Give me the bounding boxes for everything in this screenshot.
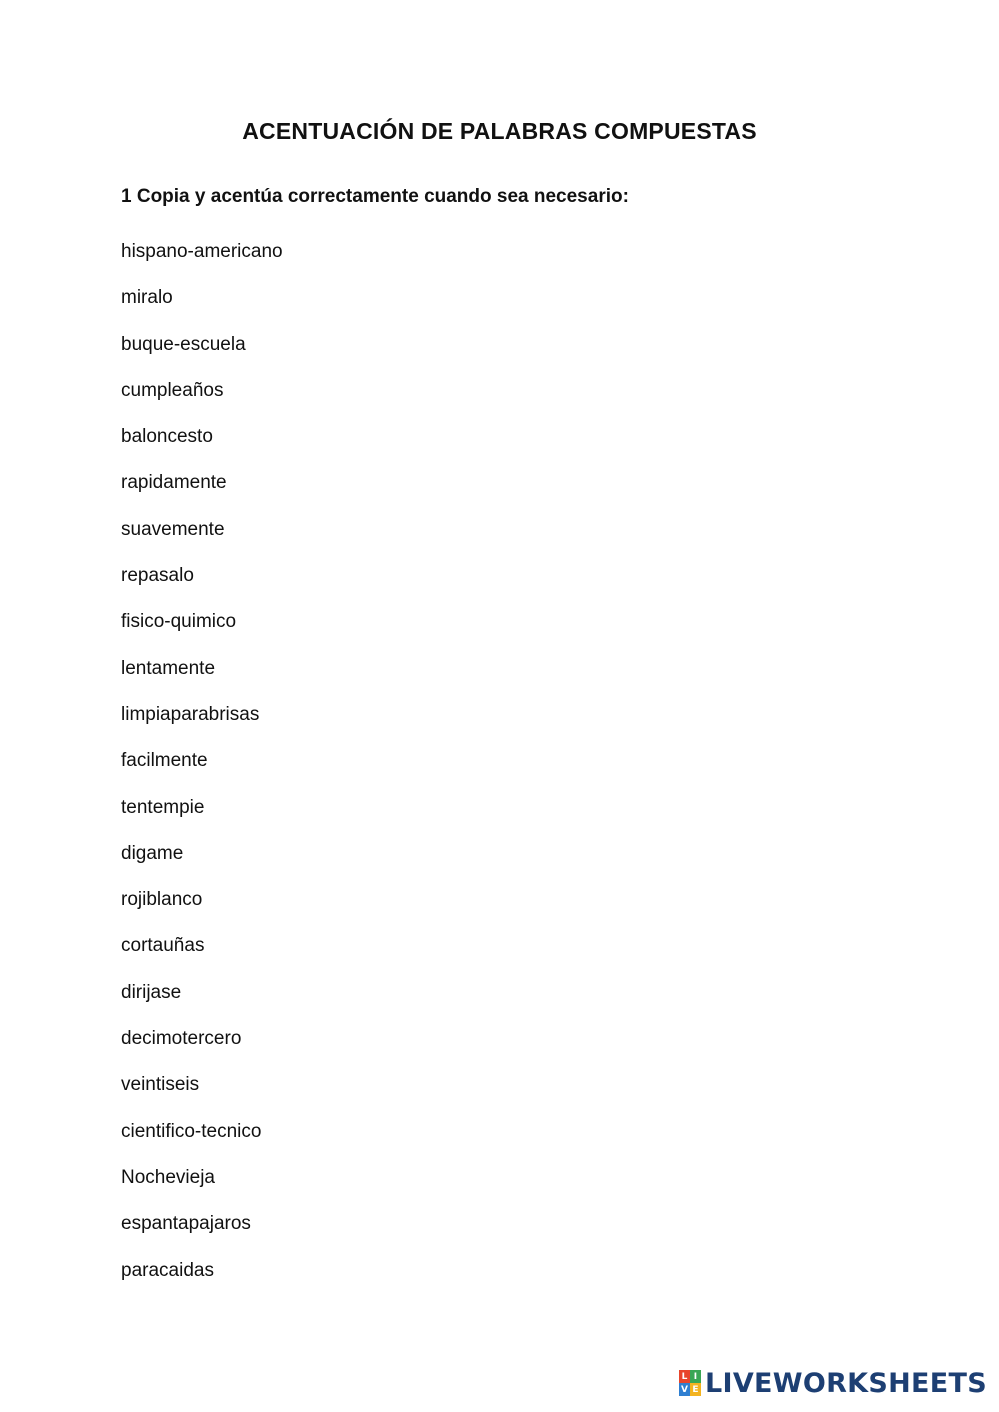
logo-letter-e: E xyxy=(690,1383,701,1396)
liveworksheets-logo-icon xyxy=(679,1370,701,1396)
list-item: tentempie xyxy=(121,796,205,818)
logo-letter-i: I xyxy=(690,1370,701,1383)
list-item: dirijase xyxy=(121,981,182,1003)
liveworksheets-brand[interactable] xyxy=(679,1366,987,1400)
page-title: ACENTUACIÓN DE PALABRAS COMPUESTAS xyxy=(242,118,757,144)
list-item: hispano-americano xyxy=(121,241,283,262)
list-item: cortauñas xyxy=(121,935,205,957)
list-item: buque-escuela xyxy=(121,333,246,355)
list-item: repasalo xyxy=(121,565,194,587)
list-item: baloncesto xyxy=(121,426,213,448)
word-list xyxy=(121,240,283,1305)
list-item: facilmente xyxy=(121,750,208,772)
exercise-instruction: 1 Copia y acentúa correctamente cuando sea necesario: xyxy=(121,186,629,207)
list-item: rapidamente xyxy=(121,472,227,494)
logo-letter-v: V xyxy=(679,1383,690,1396)
list-item: cumpleaños xyxy=(121,379,224,401)
list-item: fisico-quimico xyxy=(121,611,237,633)
list-item: limpiaparabrisas xyxy=(121,703,260,725)
list-item: suavemente xyxy=(121,518,225,540)
list-item: espantapajaros xyxy=(121,1213,251,1235)
list-item: digame xyxy=(121,842,184,864)
list-item: cientifico-tecnico xyxy=(121,1120,262,1142)
logo-letter-l: L xyxy=(679,1370,690,1383)
list-item: miralo xyxy=(121,287,173,309)
list-item: rojiblanco xyxy=(121,889,203,911)
list-item: veintiseis xyxy=(121,1074,200,1096)
list-item: paracaidas xyxy=(121,1259,214,1281)
list-item: lentamente xyxy=(121,657,216,679)
list-item: decimotercero xyxy=(121,1028,242,1050)
list-item: Nochevieja xyxy=(121,1166,215,1188)
brand-name: LIVEWORKSHEETS xyxy=(704,1367,987,1399)
